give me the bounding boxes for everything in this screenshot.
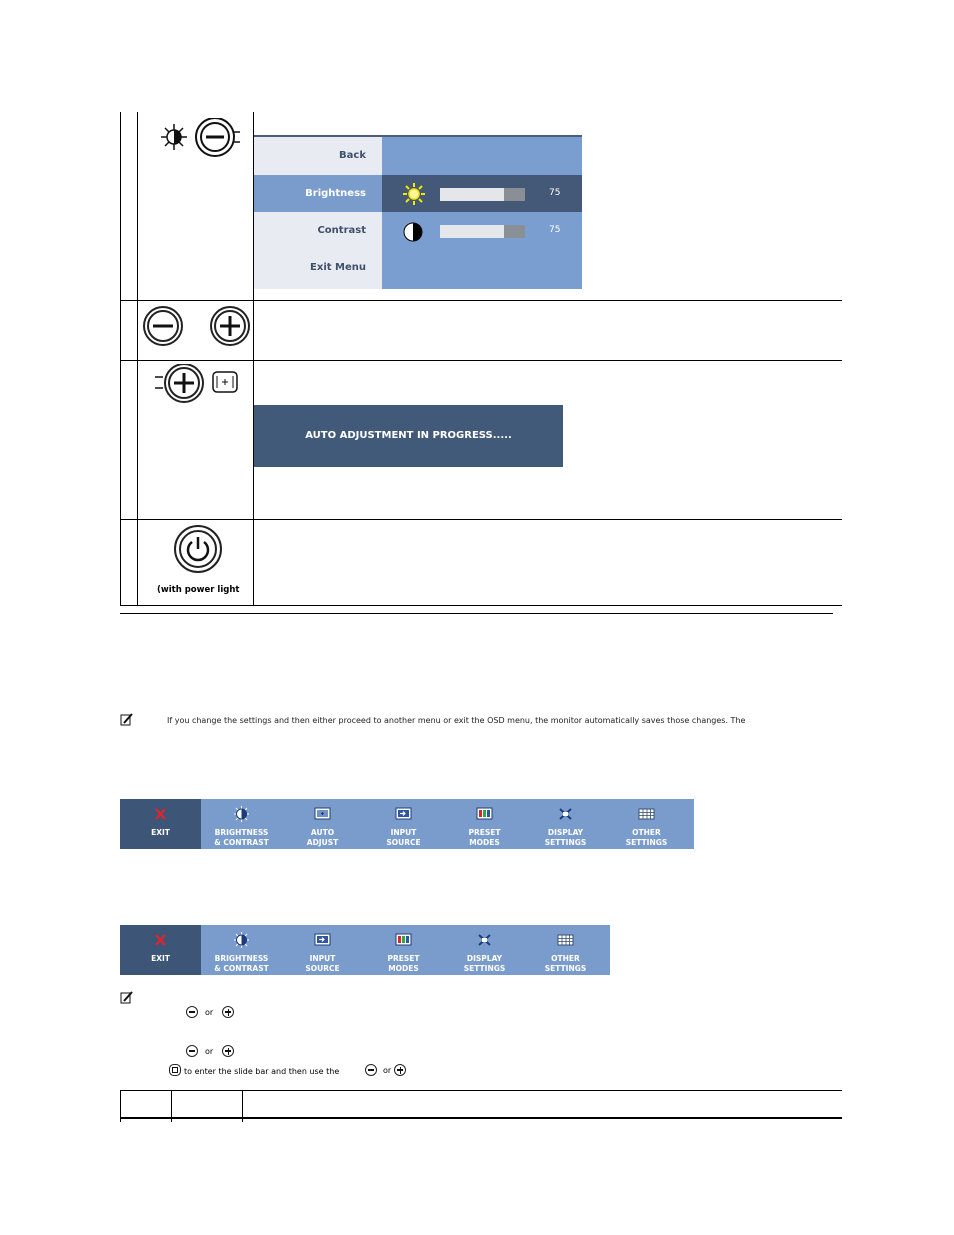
preset-modes-icon: [395, 932, 412, 948]
menu-item-label: EXIT: [151, 954, 170, 963]
minus-plus-buttons: [141, 306, 253, 348]
table-col-divider: [242, 1090, 243, 1122]
display-settings-icon: [476, 932, 493, 948]
input-source-icon: [395, 806, 412, 822]
table-row-divider: [120, 300, 842, 301]
menu-item-auto-adjust[interactable]: [282, 799, 363, 849]
exit-icon: [152, 806, 169, 822]
instruction-text: to enter the slide bar and then use the: [184, 1067, 340, 1076]
minus-icon: [186, 1006, 198, 1018]
menu-item-brightness-contrast[interactable]: [201, 799, 282, 849]
menu-item-label: INPUT SOURCE: [305, 954, 340, 973]
section-divider: [120, 613, 833, 614]
menu-item-label: BRIGHTNESS & CONTRAST: [214, 954, 269, 973]
contrast-slider-fill: [440, 225, 504, 238]
menu-item-display-settings[interactable]: [525, 799, 606, 849]
note-icon: [120, 991, 133, 1004]
menu-item-label: INPUT SOURCE: [386, 828, 421, 847]
menu-item-label: DISPLAY SETTINGS: [544, 828, 587, 847]
table-col-divider: [137, 112, 138, 606]
menu-item-label: EXIT: [151, 828, 170, 837]
note-icon: [120, 713, 133, 726]
table-row-divider: [120, 605, 842, 606]
menu-item-exit[interactable]: [120, 799, 201, 849]
menu-item-input-source[interactable]: [363, 799, 444, 849]
main-menu-bar-digital: [120, 925, 610, 975]
table-col-divider: [171, 1090, 172, 1122]
contrast-slider[interactable]: [440, 225, 525, 238]
preset-modes-icon: [476, 806, 493, 822]
menu-item-preset-modes[interactable]: [444, 799, 525, 849]
table-left-border: [120, 112, 121, 606]
menu-item-input-source[interactable]: [282, 925, 363, 975]
menu-item-other-settings[interactable]: [606, 799, 687, 849]
menu-item-label: AUTO ADJUST: [306, 828, 339, 847]
osd-brightness-contrast-menu: [254, 135, 582, 289]
or-text: or: [205, 1008, 214, 1017]
menu-item-brightness-contrast[interactable]: [201, 925, 282, 975]
menu-item-label: PRESET MODES: [387, 954, 420, 973]
menu-icon: [169, 1064, 181, 1076]
plus-auto-adjust-button: [155, 364, 241, 406]
or-text: or: [383, 1066, 392, 1075]
sun-icon: [402, 182, 426, 206]
table-col-divider: [120, 1090, 121, 1122]
brightness-slider-fill: [440, 188, 504, 201]
plus-icon: [222, 1006, 234, 1018]
brightness-contrast-icon: [233, 806, 250, 822]
plus-icon: [222, 1045, 234, 1057]
contrast-icon: [402, 221, 424, 243]
other-settings-icon: [638, 806, 655, 822]
table-top-border: [120, 1090, 842, 1091]
menu-item-preset-modes[interactable]: [363, 925, 444, 975]
power-icon: [173, 525, 223, 575]
plus-icon: [394, 1064, 406, 1076]
main-menu-bar-analog: [120, 799, 694, 849]
minus-icon: [365, 1064, 377, 1076]
menu-item-other-settings[interactable]: [525, 925, 606, 975]
menu-item-label: BRIGHTNESS & CONTRAST: [214, 828, 269, 847]
gap: [155, 361, 212, 362]
osd-item-brightness[interactable]: Brightness: [254, 175, 382, 212]
minus-icon: [186, 1045, 198, 1057]
menu-item-label: PRESET MODES: [468, 828, 501, 847]
display-settings-icon: [557, 806, 574, 822]
brightness-minus-icon: [160, 118, 240, 158]
note-text: If you change the settings and then either proceed to another menu or exit the OSD menu, the monitor automatically saves those changes. The: [167, 716, 746, 725]
other-settings-icon: [557, 932, 574, 948]
auto-adjust-banner: AUTO ADJUSTMENT IN PROGRESS.....: [254, 405, 563, 467]
table-header-border: [120, 1117, 842, 1119]
brightness-slider[interactable]: [440, 188, 525, 201]
exit-icon: [152, 932, 169, 948]
osd-item-exit-menu[interactable]: Exit Menu: [310, 262, 366, 273]
contrast-value: 75: [549, 225, 561, 235]
osd-item-contrast[interactable]: Contrast: [317, 225, 366, 236]
menu-item-display-settings[interactable]: [444, 925, 525, 975]
power-caption: (with power light: [157, 585, 240, 595]
or-text: or: [205, 1047, 214, 1056]
brightness-shortcut-button: [160, 118, 240, 158]
table-row-divider: [120, 519, 842, 520]
osd-item-back[interactable]: Back: [339, 150, 366, 161]
menu-item-exit[interactable]: [120, 925, 201, 975]
menu-item-label: DISPLAY SETTINGS: [463, 954, 506, 973]
menu-item-label: OTHER SETTINGS: [625, 828, 668, 847]
menu-item-label: OTHER SETTINGS: [544, 954, 587, 973]
brightness-value: 75: [549, 188, 561, 198]
brightness-contrast-icon: [233, 932, 250, 948]
input-source-icon: [314, 932, 331, 948]
auto-adjust-icon: [314, 806, 331, 822]
table-row-divider: [120, 360, 842, 361]
